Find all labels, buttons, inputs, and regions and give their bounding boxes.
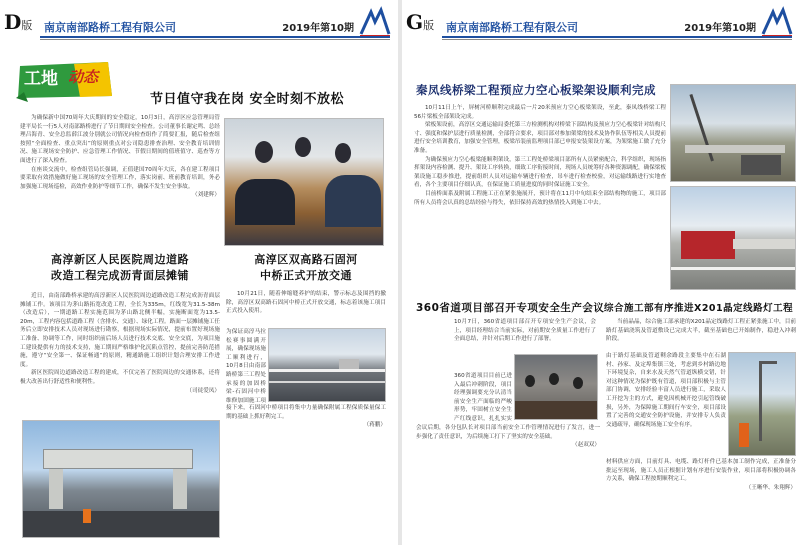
article-text: 10月11日上午，屏树河桥顺利完成最后一片20米预应力空心板梁架设，至此，秦凤线桥梁工程56片梁板全部架设完成。 梁板架设前，高淳区交通运输局委托第三方检测机构对桥梁下部结构及预应力空心板梁针对结构尺寸、强度和保护层进行质量检测，全部符合要求，项目部对参加架梁的技术及协作队伍等相关人员提前进行安全培训教育，加强安全管理，板梁吊装前监理项目部已申报安装架设方案，为架梁施工做了充分准备。 为确保预应力空心板梁能顺利架设，第三工程处桥梁项目部所有人员紧密配合，科学组织，现场指挥架设内容检测、提升、架设工序转换，细致工序衔接时间，现场人员统筹好各种资源调配，确保梁板架设施工稳步推进，提前组织人员对运输车辆进行检查，吊车进行检查校验，对运输线路进行实地查看，各个主要项目仔细认真，在保证施工质量进度的同时保证施工安全。 目前桥面系及附属工程施工正在紧张施展开，预计将在11月中旬结束全部结构物的施工，项目部所有人员将会认真的总结经验与得失，依旧保持高效的热情投入到施工中去。 xyxy=(414,105,666,206)
header-rule xyxy=(40,36,390,38)
article-title: 高淳新区人民医院周边道路 改造工程完成沥青面层摊铺 xyxy=(51,253,189,282)
article-title: 节日值守我在岗 安全时刻不放松 xyxy=(150,92,345,107)
left-page xyxy=(0,0,398,545)
article-text: 会议后期，各分包队长对项目部当前安全工作管理情况进行了发言，进一步强化了责任意识，为后续施工打下了坚实的安全基础。 （赵双双） xyxy=(416,425,600,449)
article-title: 360省道项目部召开专项安全生产会议 xyxy=(416,302,605,314)
page-letter: G版 xyxy=(406,10,435,34)
article-text: 近日，由南部路桥承建的高淳新区人民医院周边道路改造工程完成沥青面层摊铺工作。该项目为茅山路拓宽改造工程，全长为335m，红线宽为31.5-38m（改造后），一期道路工程实施范围为茅山路北侧半幅，实施断面宽为13.5-20m，工程内容包括道路工程（含排水、交通）、绿化工程。路面一层摊铺施工任务后立即安排技术人员对现场进行勘察，根据现场实际情况，提前布置好现场施工准备、协调等工作，同时组织前后场人员进行技术交底、安全交底，为项目施工建设提供有力的技术支持，施工期间严格维护化沉陷点管控，提前完善防范措施，遵守“安全第一、保证畅通”的原则，精通路施工组织计划合理安排工作进度。 新区医院周边道路改造工程的建成，不仅完善了医院周边的交通体系，还将极大改善出行舒适性和便利性。 （司徒爱凤） xyxy=(20,293,220,394)
article-text-narrow: 360省道项目目前已进入最后冲刺阶段，项目经理强调要充分认清当前安全生产面临的严峻形势，牢固树立安全生产红线意识，扎扎实实 xyxy=(454,373,512,422)
meeting-photo xyxy=(224,118,384,246)
road-gate-photo xyxy=(22,420,220,538)
bridge-road-photo xyxy=(268,328,386,402)
page-header xyxy=(4,6,394,42)
article-title: 高淳区双高路石固河 中桥正式开放交通 xyxy=(254,253,358,282)
article-title: 秦凤线桥梁工程预应力空心板梁架设顺利完成 xyxy=(416,83,656,97)
streetlight-photo xyxy=(728,352,796,456)
nb-bridge-logo-icon xyxy=(358,6,392,40)
article-text: 10月7日，360省道项目部召开专项安全生产会议，会上，项目经理结合当前实际，对前期安全质量工作进行了全面总结，并针对后期工作进行了部署。 xyxy=(454,319,596,343)
article-title: 综合施工部有序推进X201晶定线路灯工程 xyxy=(604,303,794,314)
page-letter: D版 xyxy=(4,10,33,34)
article-text: 10月21日，随着伸缩缝养护的结束，警示标志及围挡的撤除，高淳区双高路石固河中桥正式开放交通，标志着该施工项目正式投入使用。 xyxy=(226,291,386,315)
meeting-room-photo xyxy=(514,354,598,420)
header-rule-thin xyxy=(40,39,390,40)
badge-text-2: 动态 xyxy=(68,68,99,86)
right-page xyxy=(402,0,800,545)
article-text: 为确保新中国70周年大庆期间的安全稳定，10月3日，高淳区应急管理局管建平局长一行5人对南部路桥进行了节日期间安全检查。公司董事长谢定鸣、总经理吕海青、安全总监薛江波分别就公司情况向检查组作了简要汇报，随后检查组按照“全面检查、重点突出”的原则重点对公司隐患排查治理、安全教育培训情况、施工现场安全防护、应急管理工作情况、节假日期间的值班值守、巡查等方面进行了深入检查。 在座谈交流中，检查组管局长强调，正值建国70周年大庆，各在建工程项目要采取有效措施做好施工现场的安全管理工作，落实岗前、班前教育培训，务必加强施工现场巡检，高效作业防护等细节工作，确保不发生安全事故。 （刘建辉） xyxy=(20,115,220,199)
nb-bridge-logo-icon xyxy=(760,6,794,40)
girder-lift-photo xyxy=(670,84,796,182)
company-name: 南京南部路桥工程有限公司 xyxy=(446,21,578,34)
issue-number: 2019年第10期 xyxy=(282,23,354,34)
page-header xyxy=(406,6,796,42)
issue-number: 2019年第10期 xyxy=(684,23,756,34)
article-text: 当前晶晶，综合施工部承建的X201晶定线路灯工程正紧张施工中，目前路灯基础浇筑及管道敷设已完成大半，截至基础也已开始制作，稳进入冲刺阶段。 xyxy=(606,319,796,343)
bridge-deck-photo xyxy=(670,186,796,290)
article-text-narrow: 为保证高淳马拉松赛事圆满开展，确保现场施工顺利进行，10月8日由南部路桥第三工程处承接的加固桥梁-石固河中桥维修加固施工项 xyxy=(226,329,266,404)
badge-text-1: 工地 xyxy=(24,69,58,89)
article-text-narrow: 由于路灯基础及管道剩余路段主要集中在石湖村、孙家、及定埠集镇三处，考虑到乡村路边地下环境复杂，自来水及天然气管道纵横交错，针对这种情况为保护既有管道，项目部积极与主管部门协调，安排经验丰富人员进行施工，采取人工开挖为主的方式，避免因机械开挖引起管线破损，另外，为保障施工期间行车安全，项目部设置了完善的交通安全防护设施，并安排专人负责交通疏导，确保现场施工安全有序。 xyxy=(606,353,726,428)
header-rule-thin xyxy=(442,39,792,40)
company-name: 南京南部路桥工程有限公司 xyxy=(44,21,176,34)
article-text: 材料供应方面，目前灯具、电缆、路灯杆件已基本加工制作完成，正准备分批运至现场，施工人员正根据计划有序进行安装作业，项目部将积极协调各方关系，确保工程按期顺利完工。 （王晰华、朱翔辉） xyxy=(606,459,796,491)
article-text: 接下来，石固河中桥项目将集中力量确保附属工程保质保量保工期的基础上抓好利完工。 （蒋鹏） xyxy=(226,405,386,429)
header-rule xyxy=(442,36,792,38)
